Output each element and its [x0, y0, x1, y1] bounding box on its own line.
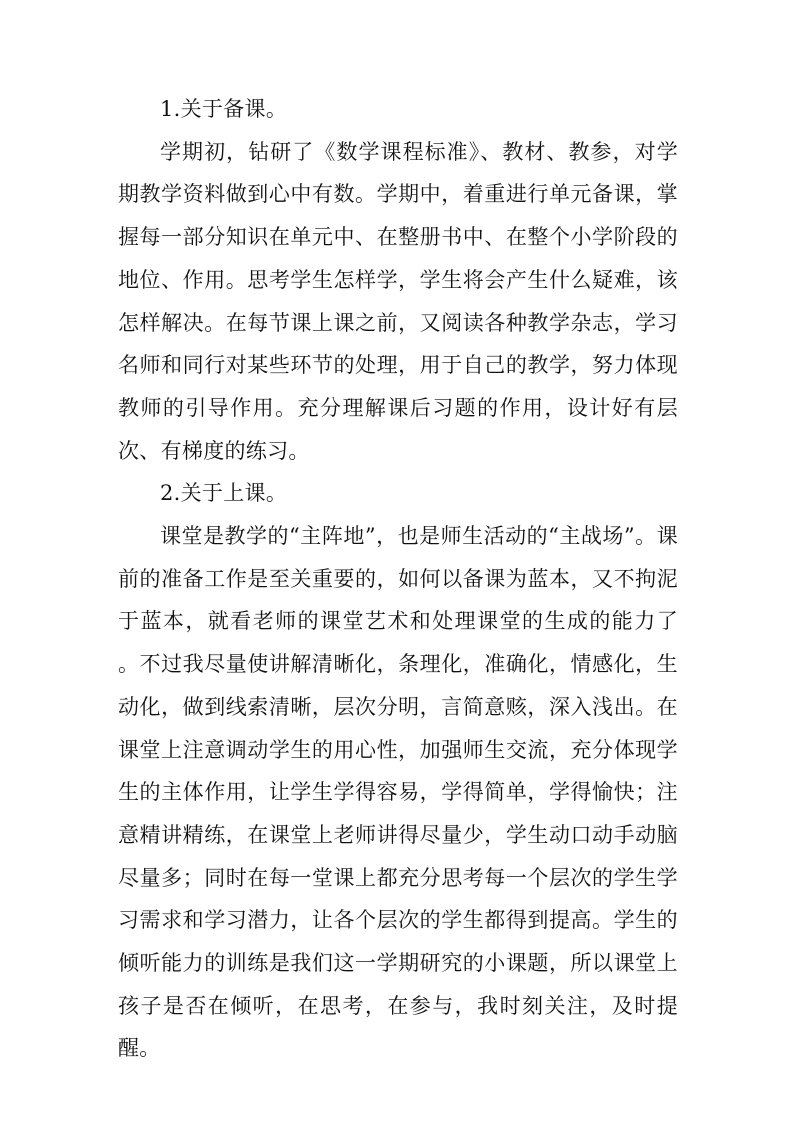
document-body [118, 88, 678, 1070]
paragraph-lesson-prep: 学期初，钻研了《数学课程标准》、教材、教参，对学期教学资料做到心中有数。学期中，着重进行单元备课，掌握每一部分知识在单元中、在整册书中、在整个小学阶段的地位、作用。思考学生怎样学，学生将会产生什么疑难，该怎样解决。在每节课上课之前，又阅读各种教学杂志，学习名师和同行对某些环节的处理，用于自己的教学，努力体现教师的引导作用。充分理解课后习题的作用，设计好有层次、有梯度的练习。 [118, 139, 678, 463]
section-heading-teaching: 2.关于上课。 [160, 481, 288, 506]
paragraph-teaching: 课堂是教学的“主阵地”，也是师生活动的“主战场”。课前的准备工作是至关重要的，如何以备课为蓝本，又不拘泥于蓝本，就看老师的课堂艺术和处理课堂的生成的能力了 。不过我尽量使讲解清晰化，条理化，准确化，情感化，生动化，做到线索清晰，层次分明，言简意赅，深入浅出。在课堂上注意调动学生的用心性，加强师生交流，充分体现学生的主体作用，让学生学得容易，学得简单，学得愉快；注意精讲精练，在课堂上老师讲得尽量少，学生动口动手动脑尽量多；同时在每一堂课上都充分思考每一个层次的学生学习需求和学习潜力，让各个层次的学生都得到提高。学生的倾听能力的训练是我们这一学期研究的小课题，所以课堂上孩子是否在倾听，在思考，在参与，我时刻关注，及时提醒。 [118, 524, 678, 1061]
section-heading-lesson-prep: 1.关于备课。 [160, 97, 288, 121]
